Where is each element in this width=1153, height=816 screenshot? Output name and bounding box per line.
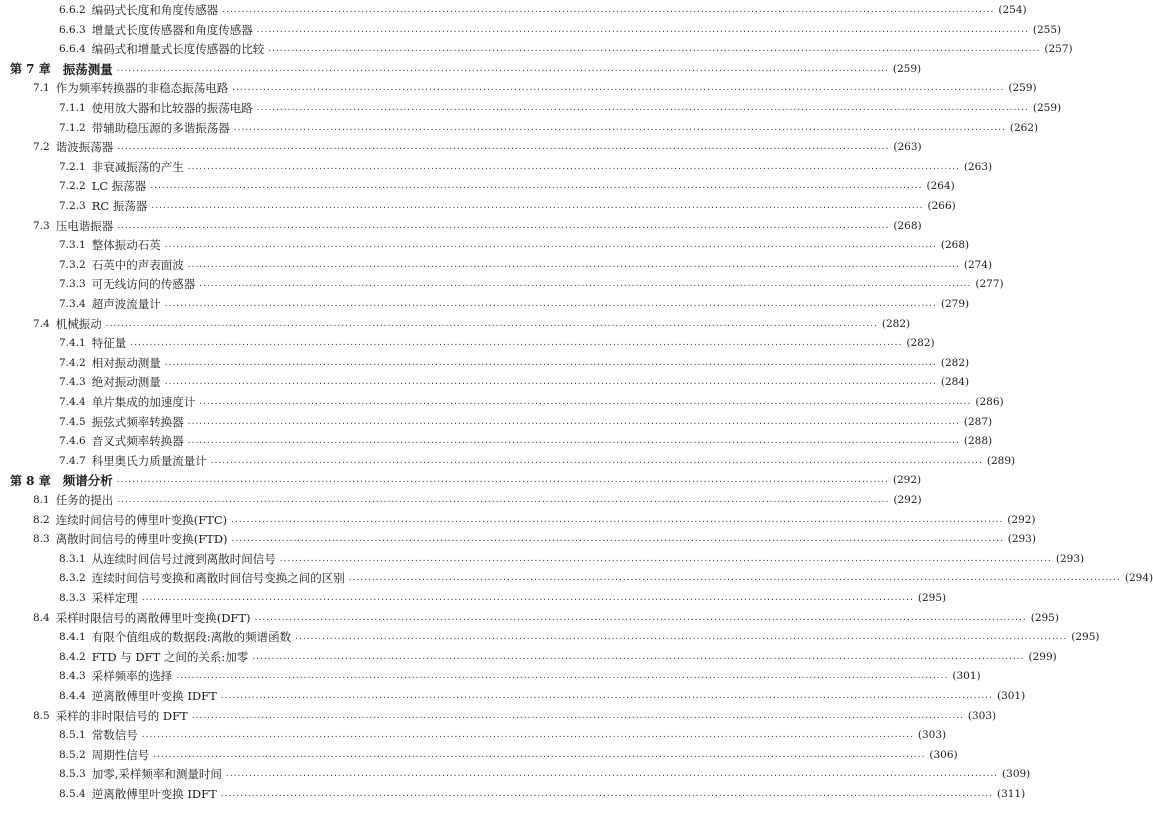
- entry-number: 7.2.1: [59, 160, 86, 173]
- entry-title: 任务的提出: [55, 493, 114, 507]
- entry-page: (293): [1007, 533, 1036, 546]
- entry-title: 增量式长度传感器和角度传感器: [91, 22, 253, 37]
- entry-number: 8.3: [33, 533, 50, 546]
- entry-page: (255): [1032, 23, 1062, 36]
- entry-page: (311): [996, 788, 1026, 800]
- leader-dots: ........................................................................................................................................................................................................: [117, 495, 890, 505]
- entry-number: 6.6.3: [59, 23, 86, 36]
- leader-dots: ........................................................................................................................................................................................................: [187, 259, 960, 270]
- entry-title: 常数信号: [91, 728, 138, 743]
- entry-page: (264): [926, 180, 955, 193]
- entry-number: 7.2: [33, 141, 50, 154]
- entry-page: (292): [1007, 513, 1036, 526]
- entry-number: 8.5.4: [59, 788, 86, 800]
- toc-entry[interactable]: [0, 588, 947, 608]
- entry-page: (284): [940, 376, 970, 389]
- entry-page: (263): [893, 141, 922, 154]
- entry-title: 音叉式频率转换器: [91, 434, 184, 449]
- leader-dots: ........................................................................................................................................................................................................: [252, 651, 1025, 662]
- leader-dots: ........................................................................................................................................................................................................: [117, 220, 890, 231]
- entry-page: (303): [917, 729, 947, 742]
- entry-title: 采样时限信号的离散傅里叶变换(DFT): [55, 610, 251, 625]
- entry-number: 8.1: [33, 494, 50, 506]
- entry-number: 7.4.2: [59, 356, 86, 369]
- entry-number: 第 8 章: [10, 473, 51, 488]
- entry-page: (301): [996, 690, 1026, 702]
- leader-dots: ........................................................................................................................................................................................................: [116, 475, 889, 486]
- leader-dots: ........................................................................................................................................................................................................: [348, 573, 1121, 584]
- entry-page: (268): [893, 219, 922, 232]
- entry-number: 8.4.1: [59, 631, 86, 644]
- entry-page: (303): [967, 709, 997, 722]
- toc-entry[interactable]: [0, 274, 1004, 294]
- leader-dots: ........................................................................................................................................................................................................: [254, 612, 1027, 623]
- entry-title: 使用放大器和比较器的振荡电路: [91, 101, 253, 115]
- leader-dots: ........................................................................................................................................................................................................: [117, 142, 890, 153]
- toc-entry[interactable]: [0, 20, 1062, 40]
- toc-entry[interactable]: [0, 784, 1026, 804]
- toc-entry[interactable]: [0, 647, 1057, 667]
- entry-number: 7.4.1: [59, 337, 86, 350]
- toc-entry[interactable]: [0, 78, 1037, 98]
- leader-dots: ........................................................................................................................................................................................................: [164, 377, 937, 388]
- entry-number: 8.5: [33, 709, 50, 722]
- leader-dots: ........................................................................................................................................................................................................: [116, 63, 889, 74]
- toc-entry[interactable]: [0, 608, 1059, 628]
- entry-page: (309): [1002, 768, 1031, 781]
- entry-number: 7.3: [33, 219, 50, 232]
- toc-entry[interactable]: [0, 510, 1036, 530]
- entry-title: 连续时间信号的傅里叶变换(FTC): [55, 512, 228, 527]
- entry-title: 整体振动石英: [91, 238, 161, 253]
- toc-entry[interactable]: [0, 431, 993, 451]
- entry-title: 特征量: [91, 336, 127, 351]
- toc-entry[interactable]: [0, 568, 1153, 588]
- toc-entry[interactable]: [0, 157, 993, 177]
- entry-page: (289): [986, 454, 1016, 467]
- entry-page: (306): [929, 748, 958, 761]
- leader-dots: ........................................................................................................................................................................................................: [220, 789, 993, 799]
- entry-page: (259): [1032, 102, 1062, 114]
- entry-page: (292): [893, 494, 922, 506]
- entry-title: 石英中的声表面波: [91, 257, 184, 272]
- leader-dots: ........................................................................................................................................................................................................: [105, 318, 878, 329]
- entry-number: 8.3.2: [59, 572, 86, 585]
- entry-page: (262): [1009, 121, 1039, 134]
- entry-page: (282): [881, 317, 911, 330]
- entry-title: 可无线访问的传感器: [91, 277, 196, 292]
- leader-dots: ........................................................................................................................................................................................................: [130, 338, 903, 349]
- entry-page: (301): [952, 670, 981, 683]
- entry-number: 7.1.2: [59, 121, 86, 134]
- entry-page: (257): [1044, 43, 1073, 56]
- entry-title: 带辅助稳压源的多谐振荡器: [91, 120, 230, 135]
- leader-dots: ........................................................................................................................................................................................................: [231, 514, 1004, 525]
- leader-dots: ........................................................................................................................................................................................................: [164, 299, 937, 309]
- entry-title: 绝对振动测量: [91, 375, 161, 390]
- leader-dots: ........................................................................................................................................................................................................: [191, 710, 964, 721]
- toc-entry[interactable]: [0, 745, 958, 765]
- toc-entry[interactable]: [0, 235, 970, 255]
- entry-page: (268): [940, 239, 970, 252]
- leader-dots: ........................................................................................................................................................................................................: [210, 455, 983, 466]
- entry-number: 6.6.2: [59, 4, 86, 16]
- toc-entry[interactable]: [0, 470, 922, 490]
- entry-page: (266): [927, 200, 956, 212]
- toc-entry[interactable]: [0, 176, 955, 196]
- entry-page: (295): [917, 592, 947, 604]
- entry-title: 有限个值组成的数据段:离散的频谱函数: [91, 630, 292, 645]
- entry-number: 第 7 章: [10, 62, 51, 77]
- leader-dots: ........................................................................................................................................................................................................: [141, 730, 914, 741]
- toc-entry[interactable]: [0, 412, 993, 432]
- entry-number: 7.4: [33, 317, 50, 330]
- entry-title: 频谱分析: [62, 473, 113, 489]
- entry-page: (292): [892, 474, 922, 487]
- entry-title: 谐波振荡器: [55, 140, 114, 155]
- leader-dots: ........................................................................................................................................................................................................: [187, 161, 960, 172]
- entry-page: (295): [1071, 631, 1100, 644]
- leader-dots: ........................................................................................................................................................................................................: [151, 201, 924, 211]
- entry-number: 8.4.2: [59, 650, 86, 663]
- entry-title: LC 振荡器: [91, 179, 147, 194]
- entry-title: FTD 与 DFT 之间的关系:加零: [91, 649, 249, 664]
- toc-entry[interactable]: [0, 98, 1062, 118]
- toc-entry[interactable]: [0, 764, 1031, 784]
- toc-entry[interactable]: [0, 549, 1085, 569]
- leader-dots: ........................................................................................................................................................................................................: [225, 769, 999, 780]
- leader-dots: ........................................................................................................................................................................................................: [233, 122, 1006, 133]
- toc-entry[interactable]: [0, 706, 997, 726]
- entry-number: 7.3.2: [59, 258, 86, 271]
- entry-number: 7.2.2: [59, 180, 86, 193]
- toc-entry[interactable]: [0, 529, 1036, 549]
- toc-entry[interactable]: [0, 392, 1004, 412]
- entry-title: 科里奥氏力质量流量计: [91, 453, 207, 468]
- leader-dots: ........................................................................................................................................................................................................: [141, 593, 914, 603]
- entry-title: 编码式长度和角度传感器: [91, 3, 219, 17]
- entry-page: (263): [963, 160, 993, 173]
- entry-number: 7.4.3: [59, 376, 86, 389]
- entry-title: 从连续时间信号过渡到离散时间信号: [91, 551, 276, 566]
- entry-page: (277): [975, 278, 1004, 291]
- toc-entry[interactable]: [0, 627, 1100, 647]
- toc-entry[interactable]: [0, 196, 956, 216]
- entry-number: 7.4.6: [59, 435, 86, 448]
- entry-title: 振荡测量: [62, 61, 113, 77]
- entry-title: 作为频率转换器的非稳态振荡电路: [55, 81, 229, 96]
- leader-dots: ........................................................................................................................................................................................................: [279, 553, 1052, 564]
- entry-title: 离散时间信号的傅里叶变换(FTD): [55, 532, 228, 547]
- entry-title: 相对振动测量: [91, 355, 161, 370]
- entry-page: (287): [963, 415, 993, 428]
- entry-page: (279): [940, 298, 970, 310]
- entry-number: 8.5.2: [59, 748, 86, 761]
- leader-dots: ........................................................................................................................................................................................................: [164, 240, 937, 251]
- entry-title: 加零,采样频率和测量时间: [91, 767, 222, 782]
- leader-dots: ........................................................................................................................................................................................................: [153, 749, 926, 760]
- entry-number: 7.3.4: [59, 298, 86, 310]
- entry-title: 采样定理: [91, 591, 138, 605]
- entry-number: 7.3.3: [59, 278, 86, 291]
- leader-dots: ........................................................................................................................................................................................................: [150, 181, 923, 192]
- entry-page: (274): [963, 258, 993, 271]
- entry-title: 编码式和增量式长度传感器的比较: [91, 42, 265, 57]
- entry-number: 7.1: [33, 82, 50, 95]
- leader-dots: ........................................................................................................................................................................................................: [164, 357, 937, 368]
- leader-dots: ........................................................................................................................................................................................................: [268, 44, 1041, 55]
- entry-title: 连续时间信号变换和离散时间信号变换之间的区别: [91, 571, 345, 586]
- entry-page: (293): [1055, 552, 1085, 565]
- entry-number: 7.4.7: [59, 454, 86, 467]
- leader-dots: ........................................................................................................................................................................................................: [256, 24, 1029, 35]
- entry-title: 压电谐振器: [55, 218, 114, 233]
- toc-entry[interactable]: [0, 0, 1027, 20]
- leader-dots: ........................................................................................................................................................................................................: [176, 671, 949, 682]
- leader-dots: ........................................................................................................................................................................................................: [220, 691, 993, 701]
- toc-entry[interactable]: [0, 353, 970, 373]
- entry-page: (295): [1030, 611, 1059, 624]
- entry-title: RC 振荡器: [91, 199, 148, 213]
- leader-dots: ........................................................................................................................................................................................................: [199, 279, 972, 290]
- entry-title: 非衰减振荡的产生: [91, 159, 184, 174]
- entry-page: (282): [906, 337, 935, 350]
- leader-dots: ........................................................................................................................................................................................................: [231, 534, 1004, 545]
- entry-title: 超声波流量计: [91, 297, 161, 311]
- entry-page: (282): [940, 356, 970, 369]
- leader-dots: ........................................................................................................................................................................................................: [232, 83, 1005, 94]
- toc-entry[interactable]: [0, 255, 993, 275]
- toc-entry[interactable]: [0, 314, 911, 334]
- entry-number: 8.4: [33, 611, 50, 624]
- entry-title: 机械振动: [55, 316, 102, 331]
- entry-number: 7.4.4: [59, 396, 86, 408]
- toc-entry[interactable]: [0, 372, 970, 392]
- toc-entry[interactable]: [0, 118, 1039, 138]
- toc-entry[interactable]: [0, 490, 922, 510]
- entry-number: 7.1.1: [59, 102, 86, 114]
- entry-number: 7.4.5: [59, 415, 86, 428]
- entry-number: 8.2: [33, 513, 50, 526]
- entry-number: 8.4.4: [59, 690, 86, 702]
- entry-page: (299): [1028, 650, 1057, 663]
- toc-entry[interactable]: [0, 686, 1026, 706]
- toc-entry[interactable]: [0, 59, 922, 79]
- entry-title: 采样的非时限信号的 DFT: [55, 708, 188, 723]
- leader-dots: ........................................................................................................................................................................................................: [295, 632, 1068, 643]
- entry-number: 7.3.1: [59, 239, 86, 252]
- leader-dots: ........................................................................................................................................................................................................: [222, 5, 995, 15]
- toc-entry[interactable]: [0, 216, 922, 236]
- leader-dots: ........................................................................................................................................................................................................: [256, 103, 1029, 113]
- toc-entry[interactable]: [0, 333, 935, 353]
- toc-entry[interactable]: [0, 725, 947, 745]
- entry-number: 8.5.3: [59, 768, 86, 781]
- leader-dots: ........................................................................................................................................................................................................: [187, 436, 960, 447]
- entry-title: 逆离散傅里叶变换 IDFT: [91, 689, 217, 703]
- entry-title: 单片集成的加速度计: [91, 395, 196, 409]
- leader-dots: ........................................................................................................................................................................................................: [199, 397, 972, 407]
- entry-number: 8.5.1: [59, 729, 86, 742]
- entry-number: 8.4.3: [59, 670, 86, 683]
- toc-entry[interactable]: [0, 451, 1016, 471]
- toc-entry[interactable]: [0, 39, 1073, 59]
- entry-number: 8.3.3: [59, 592, 86, 604]
- entry-title: 逆离散傅里叶变换 IDFT: [91, 787, 217, 801]
- entry-page: (288): [963, 435, 993, 448]
- entry-title: 周期性信号: [91, 747, 150, 762]
- entry-title: 采样频率的选择: [91, 669, 173, 684]
- entry-title: 振弦式频率转换器: [91, 414, 184, 429]
- entry-number: 6.6.4: [59, 43, 86, 56]
- entry-page: (294): [1124, 572, 1153, 585]
- entry-number: 8.3.1: [59, 552, 86, 565]
- toc-entry[interactable]: [0, 137, 922, 157]
- entry-page: (286): [975, 396, 1004, 408]
- toc-entry[interactable]: [0, 666, 981, 686]
- entry-page: (259): [1008, 82, 1037, 95]
- entry-number: 7.2.3: [59, 200, 86, 212]
- entry-page: (254): [998, 4, 1027, 16]
- entry-page: (259): [892, 62, 922, 75]
- toc-entry[interactable]: [0, 294, 970, 314]
- leader-dots: ........................................................................................................................................................................................................: [187, 416, 960, 427]
